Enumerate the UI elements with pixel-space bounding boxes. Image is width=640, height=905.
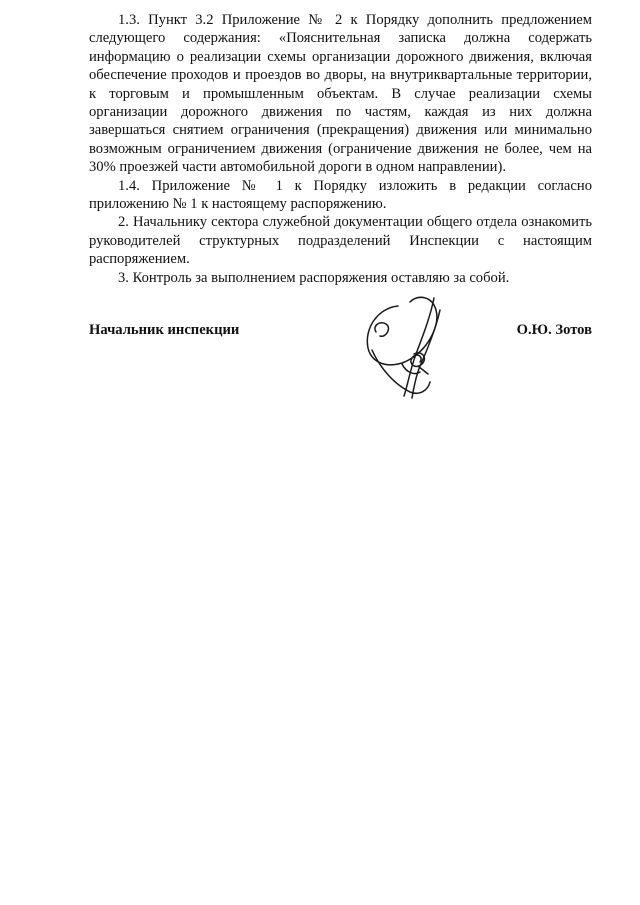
signatory-name: О.Ю. Зотов	[516, 322, 592, 338]
signature-row	[89, 322, 592, 344]
paragraph-1-3: 1.3. Пункт 3.2 Приложение № 2 к Порядку дополнить предложением следующего содержания: «Пояснительная записка должна содержать информацию о реализации схемы организации дорожного движения, включая обеспечение проходов и проездов во дворы, на внутриквартальные территории, к торговым и промышленным объектам. В случае реализации схемы организации дорожного движения по частям, каждая из них должна завершаться снятием ограничения (прекращения) движения или минимально возможным ограничением движения (ограничение движения не более, чем на 30% проезжей части автомобильной дороги в одном направлении).	[89, 12, 592, 176]
signature-icon	[358, 288, 454, 410]
document-body	[89, 11, 592, 287]
signatory-title: Начальник инспекции	[89, 322, 240, 338]
paragraph-1-4: 1.4. Приложение № 1 к Порядку изложить в редакции согласно приложению № 1 к настоящему распоряжению.	[89, 177, 592, 213]
paragraph-2: 2. Начальнику сектора служебной документации общего отдела ознакомить руководителей структурных подразделений Инспекции с настоящим распоряжением.	[89, 214, 592, 268]
paragraph-3: 3. Контроль за выполнением распоряжения оставляю за собой.	[118, 269, 510, 286]
